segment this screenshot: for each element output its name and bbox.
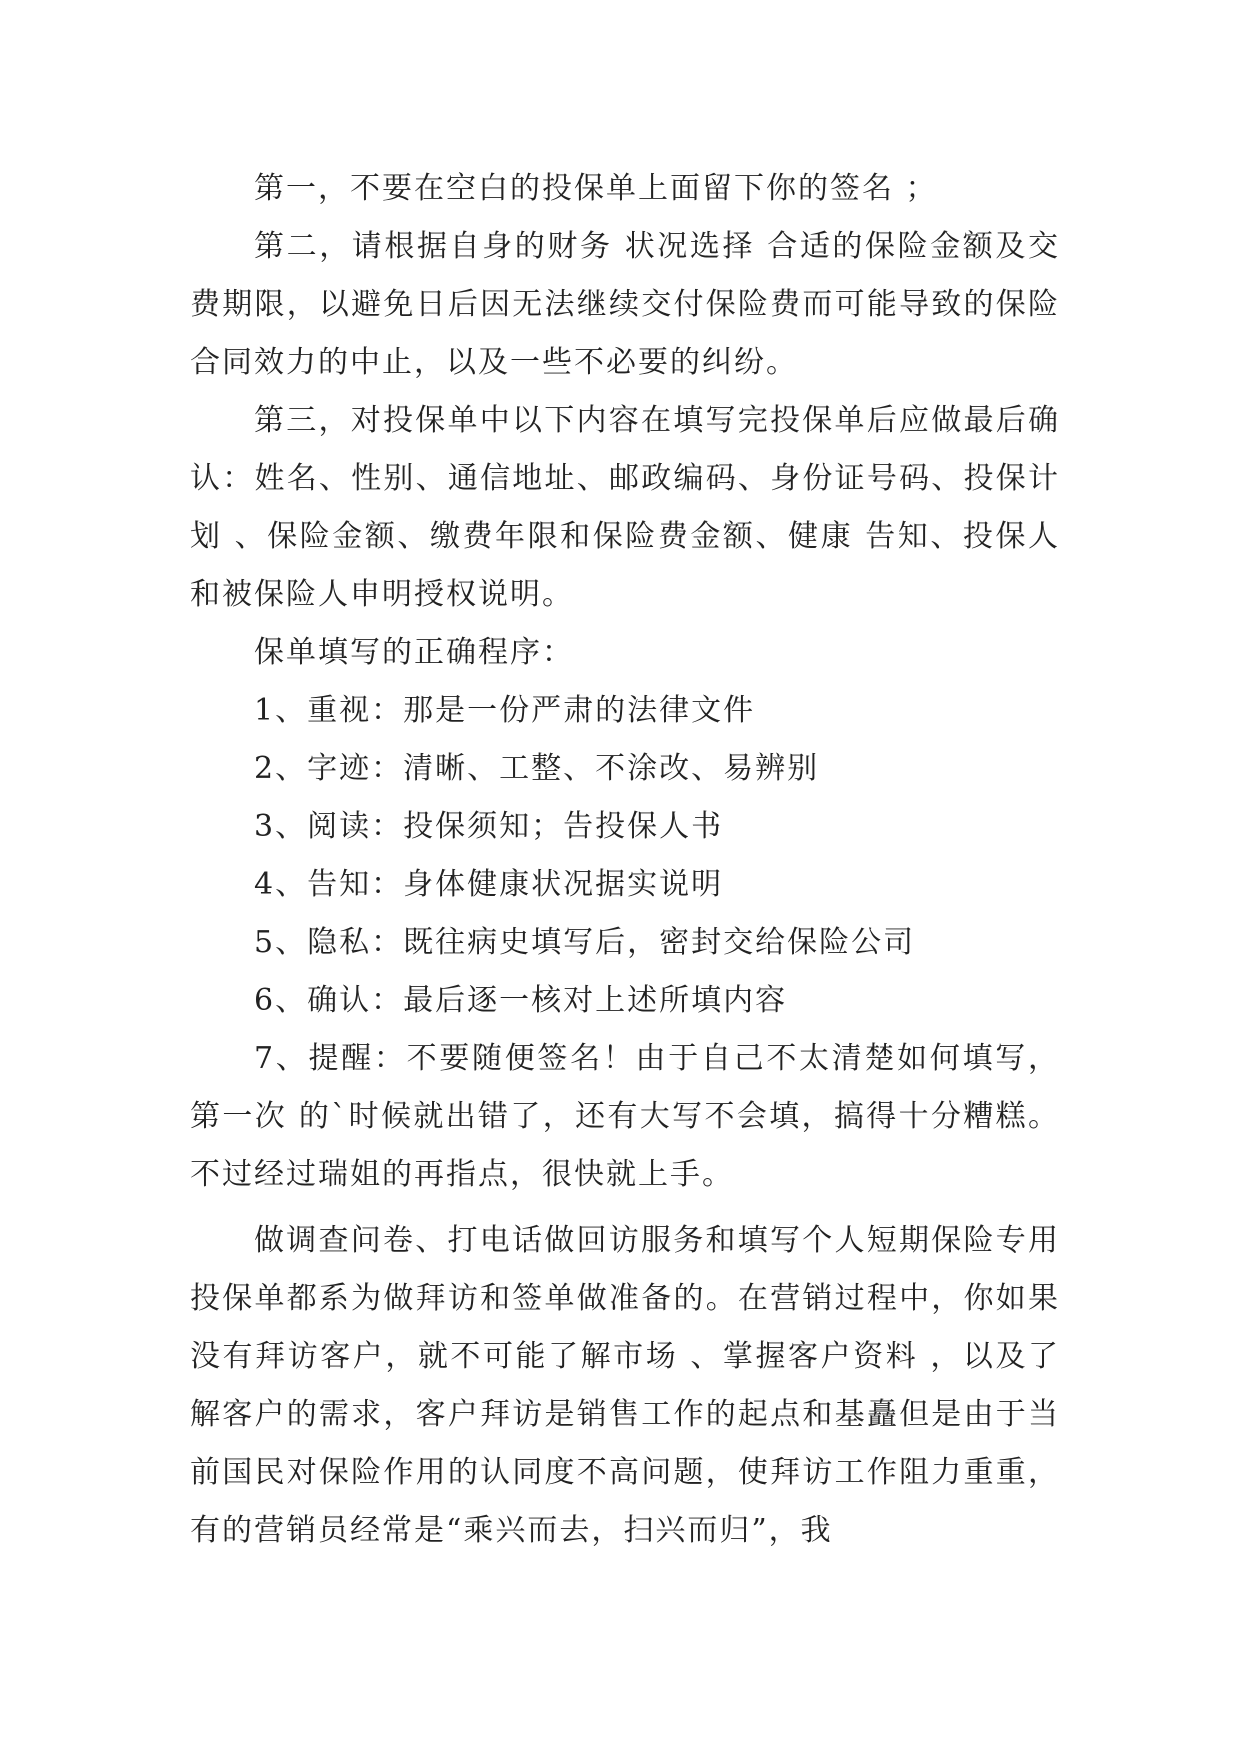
procedure-step-1: 1、重视：那是一份严肃的法律文件: [254, 693, 756, 728]
procedure-step-4: 4、告知：身体健康状况据实说明: [254, 867, 724, 902]
procedure-step-3: 3、阅读：投保须知；告投保人书: [254, 809, 724, 844]
paragraph-procedure-heading: 保单填写的正确程序：: [254, 635, 574, 670]
body-text: [190, 160, 1060, 1560]
paragraph-client-visits: 做调查问卷、打电话做回访服务和填写个人短期保险专用投保单都系为做拜访和签单做准备的。在营销过程中，你如果没有拜访客户，就不可能了解市场 、掌握客户资料 ，以及了解客户的需求，客户拜访是销售工作的起点和基矗但是由于当前国民对保险作用的认同度不高问题，使拜访工作阻力重重，有的营销员经常是“乘兴而去，扫兴而归”，我: [190, 1223, 1060, 1548]
paragraph-third-point: 第三，对投保单中以下内容在填写完投保单后应做最后确认：姓名、性别、通信地址、邮政编码、身份证号码、投保计划 、保险金额、缴费年限和保险费金额、健康 告知、投保人和被保险人申明授权说明。: [190, 403, 1060, 612]
paragraph-second-point: 第二，请根据自身的财务 状况选择 合适的保险金额及交费期限，以避免日后因无法继续交付保险费而可能导致的保险合同效力的中止，以及一些不必要的纠纷。: [190, 229, 1060, 380]
procedure-step-5: 5、隐私：既往病史填写后，密封交给保险公司: [254, 925, 916, 960]
procedure-step-2: 2、字迹：清晰、工整、不涂改、易辨别: [254, 751, 820, 786]
procedure-step-7: 7、提醒：不要随便签名！由于自己不太清楚如何填写，第一次 的`时候就出错了，还有大写不会填，搞得十分糟糕。不过经过瑞姐的再指点，很快就上手。: [190, 1041, 1060, 1192]
paragraph-first-point: 第一，不要在空白的投保单上面留下你的签名 ；: [254, 171, 938, 206]
procedure-step-6: 6、确认：最后逐一核对上述所填内容: [254, 983, 788, 1018]
